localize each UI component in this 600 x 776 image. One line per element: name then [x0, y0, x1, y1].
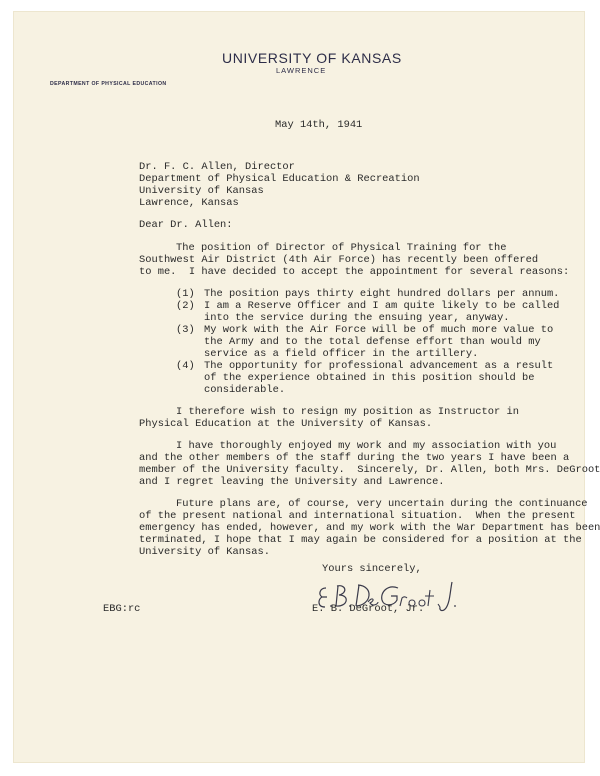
future-line: terminated, I hope that I may again be considered for a position at the [139, 534, 582, 546]
intro-line: to me. I have decided to accept the appointment for several reasons: [139, 266, 570, 278]
recipient-line: Lawrence, Kansas [139, 197, 239, 209]
enjoyed-line: and I regret leaving the University and Lawrence. [139, 476, 445, 488]
intro-line: The position of Director of Physical Training for the [176, 242, 507, 254]
intro-line: Southwest Air District (4th Air Force) has recently been offered [139, 254, 539, 266]
letterhead-university: UNIVERSITY OF KANSAS [222, 50, 402, 66]
letter-date: May 14th, 1941 [275, 119, 363, 131]
letterhead-department: DEPARTMENT OF PHYSICAL EDUCATION [50, 81, 167, 87]
reason-line: the Army and to the total defense effort than would my [204, 336, 541, 348]
enjoyed-line: member of the University faculty. Sincerely, Dr. Allen, both Mrs. DeGroot [139, 464, 600, 476]
signer-name: E. B. DeGroot, Jr. [312, 603, 425, 615]
enjoyed-line: I have thoroughly enjoyed my work and my association with you [176, 440, 557, 452]
enjoyed-line: and the other members of the staff during the two years I have been a [139, 452, 570, 464]
recipient-line: Dr. F. C. Allen, Director [139, 161, 295, 173]
typist-initials: EBG:rc [103, 603, 141, 615]
closing: Yours sincerely, [322, 563, 422, 575]
reason-line: The position pays thirty eight hundred dollars per annum. [204, 288, 560, 300]
resign-line: Physical Education at the University of Kansas. [139, 418, 433, 430]
reason-line: into the service during the ensuing year, anyway. [204, 312, 510, 324]
reason-line: service as a field officer in the artillery. [204, 348, 479, 360]
future-line: Future plans are, of course, very uncertain during the continuance [176, 498, 588, 510]
future-line: of the present national and international situation. When the present [139, 510, 576, 522]
future-line: emergency has ended, however, and my work with the War Department has been [139, 522, 600, 534]
reason-number: (2) [176, 300, 195, 312]
reason-line: I am a Reserve Officer and I am quite likely to be called [204, 300, 560, 312]
reason-line: The opportunity for professional advancement as a result [204, 360, 554, 372]
reason-line: considerable. [204, 384, 286, 396]
reason-line: of the experience obtained in this position should be [204, 372, 535, 384]
salutation: Dear Dr. Allen: [139, 219, 233, 231]
reason-line: My work with the Air Force will be of much more value to [204, 324, 554, 336]
recipient-line: Department of Physical Education & Recreation [139, 173, 420, 185]
letterhead-city: LAWRENCE [276, 66, 327, 75]
future-line: University of Kansas. [139, 546, 270, 558]
reason-number: (4) [176, 360, 195, 372]
reason-number: (3) [176, 324, 195, 336]
recipient-line: University of Kansas [139, 185, 264, 197]
resign-line: I therefore wish to resign my position as Instructor in [176, 406, 519, 418]
reason-number: (1) [176, 288, 195, 300]
